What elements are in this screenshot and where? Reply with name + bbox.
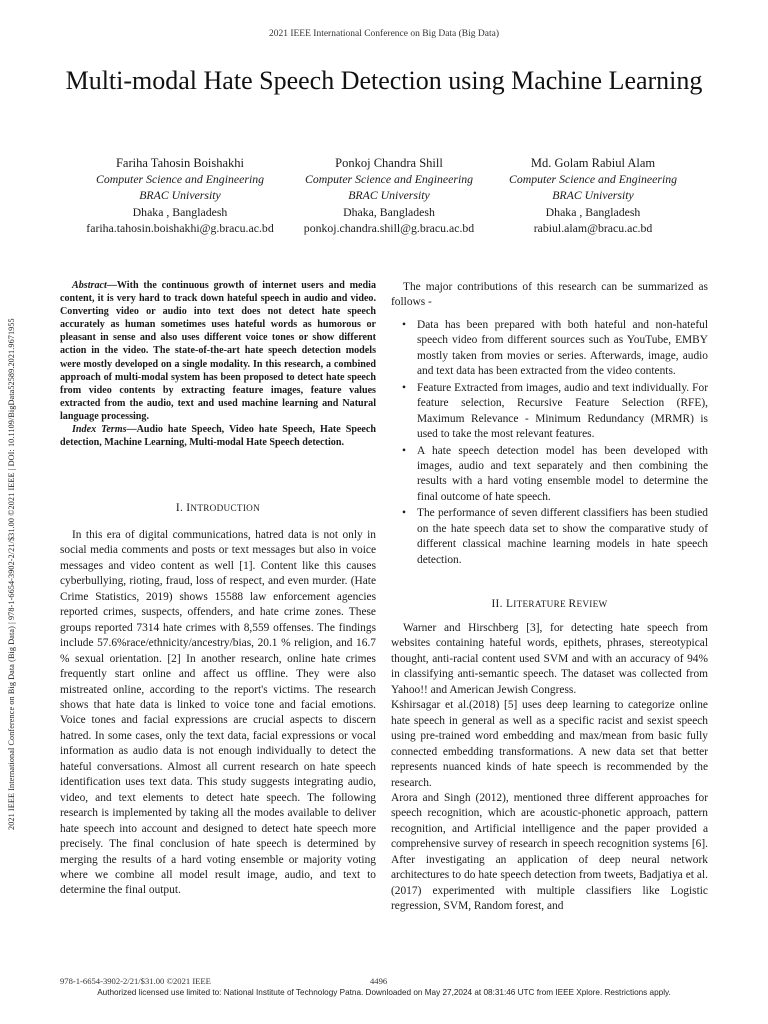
author-3 (478, 155, 708, 236)
conference-header: 2021 IEEE International Conference on Big Data (Big Data) (268, 29, 500, 39)
bullet-icon: • (402, 444, 406, 457)
author-dept: Computer Science and Engineering (95, 172, 265, 187)
list-item: • The performance of seven different classifiers has been studied on the hate speech data set to show the comparative study of different classical machine learning models in hate speech detection. (402, 507, 708, 566)
author-univ: BRAC University (139, 188, 221, 203)
author-dept: Computer Science and Engineering (304, 172, 474, 187)
abstract-text: —With the continuous growth of internet users and media content, it is very hard to track down hateful speech in audio and video. Converting video or audio into text does not detect hate speech accurately as human sometimes uses hateful words as humorous or pleasant in sense and also uses different voice tones or show different action in the video. The state-of-the-art hate speech detection models were mostly developed on a single modality. In this research, a combined approach of multi-modal system has been proposed to detect hate speech from video contents by extracting feature images, feature values extracted from the audio, text and used machine learning and Natural language processing. (60, 280, 376, 422)
author-email[interactable]: fariha.tahosin.boishakhi@g.bracu.ac.bd (86, 220, 274, 235)
literature-paragraph: Kshirsagar et al.(2018) [5] uses deep learning to categorize online hate speech in general as well as a specific racist and sexist speech using pre-trained word embedding and max/mean from basic fully connected embedding transformations. A new data set that better represents nuanced kinds of hate speech is recommended by the research. (391, 699, 708, 789)
list-item: • Data has been prepared with both hateful and non-hateful speech video from different sources such as YouTube, EMBY mostly taken from movies or series. Afterwards, image, audio and text data has been extracted from the video contents. (402, 318, 708, 378)
author-email[interactable]: ponkoj.chandra.shill@g.bracu.ac.bd (303, 220, 475, 235)
author-2 (274, 155, 504, 236)
list-item: • Feature Extracted from images, audio and text individually. For feature selection, Recursive Feature Selection (RFE), Maximum Relevance - Minimum Redundancy (MRMR) is used to take the most relevant features. (402, 381, 708, 441)
author-email[interactable]: rabiul.alam@bracu.ac.bd (533, 220, 653, 235)
contributions-list (391, 318, 708, 568)
license-notice: Authorized licensed use limited to: National Institute of Technology Patna. Downloaded on May 27,2024 at 08:31:46 UTC from IEEE Xplore. Restrictions apply. (97, 988, 671, 997)
intro-heading: I. INTRODUCTION (175, 502, 261, 514)
literature-paragraph: Arora and Singh (2012), mentioned three different approaches for speech recognition, which are acoustic-phonetic approach, pattern recognition, and Artificial intelligence and the paper provided a comprehensive survey of research in speech recognition systems [6]. After investigating an application of deep neural network architectures to do hate speech detection from tweets, Badjatiya et al.(2017) experimented with multiple classifiers like Logistic regression, SVM, Random forest, and (391, 791, 708, 913)
bullet-icon: • (402, 381, 406, 394)
author-city: Dhaka , Bangladesh (545, 204, 641, 219)
paper-title: Multi-modal Hate Speech Detection using Machine Learning (65, 66, 703, 95)
index-terms-label: Index Terms (72, 424, 127, 436)
literature-heading: II. LITERATURE REVIEW (491, 598, 608, 610)
list-item: • A hate speech detection model has been developed with images, audio and text separately and then combining the results with a hard voting ensemble model to determine the final outcome of hate speech. (402, 444, 708, 503)
contributions-intro: The major contributions of this research can be summarized as follows - (391, 281, 708, 309)
abstract-label: Abstract (72, 280, 107, 291)
literature-paragraph: Warner and Hirschberg [3], for detecting hate speech from websites containing hateful words, epithets, phrases, stereotypical thought, anti-racial content used SVM and with an accuracy of 94% in classifying anti-semantic speech. The dataset was collected from Yahoo!! and American Jewish Congress. (391, 622, 708, 696)
author-name: Md. Golam Rabiul Alam (530, 156, 656, 170)
abstract (60, 279, 376, 449)
bullet-icon: • (402, 507, 406, 520)
author-univ: BRAC University (348, 188, 430, 203)
page-number: 4496 (370, 976, 388, 986)
author-city: Dhaka, Bangladesh (343, 204, 435, 219)
doi-sidebar: 2021 IEEE International Conference on Big Data (Big Data) | 978-1-6654-3902-2/21/$31.00 ©2021 IEEE | DOI: 10.1109/BigData52589.2021.9671955 (7, 318, 16, 830)
index-terms-text: —Audio hate Speech, Video hate Speech, Hate Speech detection, Machine Learning, Multi-modal Hate Speech detection. (60, 424, 377, 449)
intro-paragraph: In this era of digital communications, hatred data is not only in social media comments and posts or text messages but also in voice messages and video content as well [1]. Content like this causes cyberbullying, rioting, fraud, loss of respect, and even murder. (Hate Crime Statistics, 2019) shows 15588 law enforcement agencies reported crimes, suspects, offenders, and hate crime zones. These groups reported 7314 hate crimes with 8,559 offenses. The findings include 57.6%race/ethnicity/ancestry/bias, 20.1 % religion, and 16.7 % sexual orientation. [2] In another research, online hate crimes frequently start online and affect us offline. They were also mistreated online, according to the report's victims. The research shows that hate data is linked to voice tone and facial emotions. Voice tones and facial expressions are crucial aspects to discern hatred. In some cases, only the text data, facial expressions or vocal information as audio data is not enough individually to detect the hateful conversations. Almost all current research on hate speech identification uses text data. This study suggests integrating audio, video, and text elements to detect hate speech. The following research is implemented by taking all the modes available to deliver hate speech into account and designed to detect hate speech more precisely. The final conclusion of hate speech is determined by merging the results of a hard voting ensemble or majority voting where we combine all model result image, audio, and text to determine the final output. (60, 529, 376, 897)
author-univ: BRAC University (552, 188, 634, 203)
contributions (391, 280, 708, 569)
author-city: Dhaka , Bangladesh (132, 204, 228, 219)
author-dept: Computer Science and Engineering (508, 172, 678, 187)
author-name: Ponkoj Chandra Shill (335, 156, 443, 170)
literature-body (391, 621, 708, 915)
author-1 (65, 155, 295, 236)
author-name: Fariha Tahosin Boishakhi (115, 156, 245, 170)
footer-isbn: 978-1-6654-3902-2/21/$31.00 ©2021 IEEE (60, 976, 211, 986)
intro-body (60, 528, 376, 899)
bullet-icon: • (402, 318, 406, 331)
